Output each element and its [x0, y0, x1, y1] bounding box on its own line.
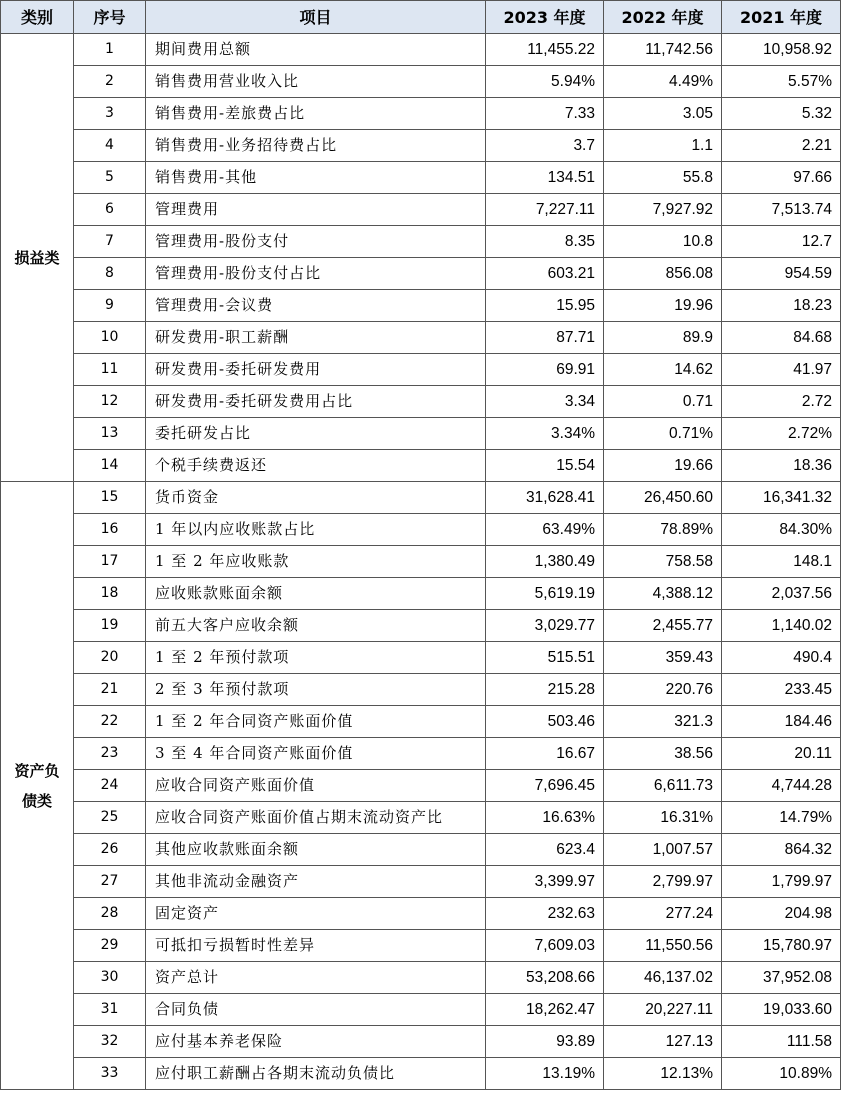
seq-cell: 25 — [74, 802, 146, 834]
seq-cell: 31 — [74, 994, 146, 1026]
table-row — [1, 418, 841, 450]
value-2023-cell: 87.71 — [486, 322, 604, 354]
value-2022-cell: 321.3 — [604, 706, 722, 738]
item-cell: 应付基本养老保险 — [146, 1026, 486, 1058]
item-cell: 1 年以内应收账款占比 — [146, 514, 486, 546]
item-cell: 研发费用-委托研发费用 — [146, 354, 486, 386]
value-2022-cell: 0.71 — [604, 386, 722, 418]
value-2022-cell: 2,799.97 — [604, 866, 722, 898]
category-label: 损益类 — [14, 248, 60, 267]
table-row — [1, 962, 841, 994]
item-cell: 管理费用-会议费 — [146, 290, 486, 322]
table-row — [1, 450, 841, 482]
seq-cell: 11 — [74, 354, 146, 386]
value-2022-cell: 38.56 — [604, 738, 722, 770]
item-cell: 销售费用-差旅费占比 — [146, 98, 486, 130]
value-2023-cell: 232.63 — [486, 898, 604, 930]
value-2023-cell: 15.95 — [486, 290, 604, 322]
value-2022-cell: 758.58 — [604, 546, 722, 578]
value-2021-cell: 84.30% — [722, 514, 841, 546]
value-2022-cell: 46,137.02 — [604, 962, 722, 994]
table-row — [1, 994, 841, 1026]
value-2023-cell: 63.49% — [486, 514, 604, 546]
item-cell: 销售费用-业务招待费占比 — [146, 130, 486, 162]
value-2021-cell: 16,341.32 — [722, 482, 841, 514]
value-2021-cell: 954.59 — [722, 258, 841, 290]
value-2023-cell: 134.51 — [486, 162, 604, 194]
value-2022-cell: 4.49% — [604, 66, 722, 98]
value-2023-cell: 1,380.49 — [486, 546, 604, 578]
seq-cell: 6 — [74, 194, 146, 226]
value-2021-cell: 84.68 — [722, 322, 841, 354]
value-2022-cell: 10.8 — [604, 226, 722, 258]
value-2021-cell: 2.72 — [722, 386, 841, 418]
value-2023-cell: 503.46 — [486, 706, 604, 738]
table-row — [1, 354, 841, 386]
value-2023-cell: 3.7 — [486, 130, 604, 162]
value-2021-cell: 5.57% — [722, 66, 841, 98]
category-cell — [1, 482, 74, 1090]
value-2022-cell: 0.71% — [604, 418, 722, 450]
value-2023-cell: 5,619.19 — [486, 578, 604, 610]
item-cell: 研发费用-委托研发费用占比 — [146, 386, 486, 418]
table-row — [1, 162, 841, 194]
value-2023-cell: 603.21 — [486, 258, 604, 290]
value-2022-cell: 19.66 — [604, 450, 722, 482]
value-2022-cell: 11,742.56 — [604, 34, 722, 66]
value-2022-cell: 1,007.57 — [604, 834, 722, 866]
seq-cell: 15 — [74, 482, 146, 514]
header-category: 类别 — [1, 1, 74, 34]
value-2021-cell: 10.89% — [722, 1058, 841, 1090]
item-cell: 2 至 3 年预付款项 — [146, 674, 486, 706]
value-2021-cell: 4,744.28 — [722, 770, 841, 802]
value-2021-cell: 97.66 — [722, 162, 841, 194]
value-2023-cell: 3.34% — [486, 418, 604, 450]
value-2023-cell: 7.33 — [486, 98, 604, 130]
seq-cell: 28 — [74, 898, 146, 930]
value-2021-cell: 1,140.02 — [722, 610, 841, 642]
value-2023-cell: 215.28 — [486, 674, 604, 706]
table-row — [1, 770, 841, 802]
value-2022-cell: 220.76 — [604, 674, 722, 706]
seq-cell: 32 — [74, 1026, 146, 1058]
table-row — [1, 610, 841, 642]
seq-cell: 16 — [74, 514, 146, 546]
table-row — [1, 194, 841, 226]
value-2021-cell: 15,780.97 — [722, 930, 841, 962]
seq-cell: 27 — [74, 866, 146, 898]
table-row — [1, 834, 841, 866]
header-2022: 2022 年度 — [604, 1, 722, 34]
seq-cell: 17 — [74, 546, 146, 578]
value-2021-cell: 864.32 — [722, 834, 841, 866]
value-2022-cell: 359.43 — [604, 642, 722, 674]
seq-cell: 3 — [74, 98, 146, 130]
value-2023-cell: 16.63% — [486, 802, 604, 834]
item-cell: 管理费用-股份支付占比 — [146, 258, 486, 290]
seq-cell: 9 — [74, 290, 146, 322]
seq-cell: 29 — [74, 930, 146, 962]
item-cell: 1 至 2 年预付款项 — [146, 642, 486, 674]
item-cell: 个税手续费返还 — [146, 450, 486, 482]
seq-cell: 12 — [74, 386, 146, 418]
item-cell: 委托研发占比 — [146, 418, 486, 450]
value-2021-cell: 204.98 — [722, 898, 841, 930]
seq-cell: 22 — [74, 706, 146, 738]
value-2021-cell: 37,952.08 — [722, 962, 841, 994]
table-row — [1, 802, 841, 834]
table-row — [1, 738, 841, 770]
seq-cell: 18 — [74, 578, 146, 610]
seq-cell: 13 — [74, 418, 146, 450]
value-2021-cell: 41.97 — [722, 354, 841, 386]
value-2022-cell: 16.31% — [604, 802, 722, 834]
value-2023-cell: 8.35 — [486, 226, 604, 258]
value-2022-cell: 277.24 — [604, 898, 722, 930]
header-seq: 序号 — [74, 1, 146, 34]
table-row — [1, 258, 841, 290]
value-2022-cell: 856.08 — [604, 258, 722, 290]
table-row — [1, 1026, 841, 1058]
table-row — [1, 290, 841, 322]
value-2023-cell: 515.51 — [486, 642, 604, 674]
seq-cell: 33 — [74, 1058, 146, 1090]
table-row — [1, 578, 841, 610]
table-row — [1, 34, 841, 66]
value-2022-cell: 12.13% — [604, 1058, 722, 1090]
table-row — [1, 66, 841, 98]
value-2023-cell: 11,455.22 — [486, 34, 604, 66]
value-2021-cell: 14.79% — [722, 802, 841, 834]
table-row — [1, 674, 841, 706]
value-2022-cell: 7,927.92 — [604, 194, 722, 226]
value-2023-cell: 13.19% — [486, 1058, 604, 1090]
value-2023-cell: 16.67 — [486, 738, 604, 770]
table-row — [1, 482, 841, 514]
table-row — [1, 930, 841, 962]
category-label: 资产负债类 — [14, 761, 60, 810]
seq-cell: 4 — [74, 130, 146, 162]
value-2021-cell: 490.4 — [722, 642, 841, 674]
item-cell: 3 至 4 年合同资产账面价值 — [146, 738, 486, 770]
table-row — [1, 546, 841, 578]
item-cell: 应收合同资产账面价值 — [146, 770, 486, 802]
seq-cell: 19 — [74, 610, 146, 642]
item-cell: 研发费用-职工薪酬 — [146, 322, 486, 354]
seq-cell: 5 — [74, 162, 146, 194]
item-cell: 销售费用营业收入比 — [146, 66, 486, 98]
seq-cell: 26 — [74, 834, 146, 866]
item-cell: 合同负债 — [146, 994, 486, 1026]
seq-cell: 8 — [74, 258, 146, 290]
value-2021-cell: 18.23 — [722, 290, 841, 322]
value-2022-cell: 4,388.12 — [604, 578, 722, 610]
value-2021-cell: 19,033.60 — [722, 994, 841, 1026]
value-2022-cell: 20,227.11 — [604, 994, 722, 1026]
value-2021-cell: 1,799.97 — [722, 866, 841, 898]
category-cell — [1, 34, 74, 482]
table-row — [1, 514, 841, 546]
seq-cell: 10 — [74, 322, 146, 354]
header-2021: 2021 年度 — [722, 1, 841, 34]
value-2021-cell: 12.7 — [722, 226, 841, 258]
value-2023-cell: 7,609.03 — [486, 930, 604, 962]
value-2023-cell: 69.91 — [486, 354, 604, 386]
item-cell: 可抵扣亏损暂时性差异 — [146, 930, 486, 962]
table-row — [1, 322, 841, 354]
item-cell: 其他非流动金融资产 — [146, 866, 486, 898]
value-2022-cell: 1.1 — [604, 130, 722, 162]
value-2022-cell: 14.62 — [604, 354, 722, 386]
item-cell: 管理费用 — [146, 194, 486, 226]
item-cell: 期间费用总额 — [146, 34, 486, 66]
item-cell: 货币资金 — [146, 482, 486, 514]
value-2023-cell: 15.54 — [486, 450, 604, 482]
seq-cell: 2 — [74, 66, 146, 98]
seq-cell: 24 — [74, 770, 146, 802]
header-2023: 2023 年度 — [486, 1, 604, 34]
value-2022-cell: 11,550.56 — [604, 930, 722, 962]
value-2022-cell: 127.13 — [604, 1026, 722, 1058]
value-2023-cell: 623.4 — [486, 834, 604, 866]
item-cell: 1 至 2 年应收账款 — [146, 546, 486, 578]
value-2023-cell: 31,628.41 — [486, 482, 604, 514]
table-body — [1, 34, 841, 1090]
item-cell: 销售费用-其他 — [146, 162, 486, 194]
seq-cell: 20 — [74, 642, 146, 674]
value-2023-cell: 93.89 — [486, 1026, 604, 1058]
item-cell: 1 至 2 年合同资产账面价值 — [146, 706, 486, 738]
value-2021-cell: 20.11 — [722, 738, 841, 770]
item-cell: 应付职工薪酬占各期末流动负债比 — [146, 1058, 486, 1090]
seq-cell: 21 — [74, 674, 146, 706]
value-2023-cell: 7,227.11 — [486, 194, 604, 226]
table-row — [1, 130, 841, 162]
value-2022-cell: 6,611.73 — [604, 770, 722, 802]
table-row — [1, 386, 841, 418]
table-row — [1, 226, 841, 258]
item-cell: 前五大客户应收余额 — [146, 610, 486, 642]
value-2023-cell: 3,029.77 — [486, 610, 604, 642]
value-2023-cell: 53,208.66 — [486, 962, 604, 994]
value-2023-cell: 18,262.47 — [486, 994, 604, 1026]
value-2023-cell: 3.34 — [486, 386, 604, 418]
table-row — [1, 98, 841, 130]
value-2021-cell: 7,513.74 — [722, 194, 841, 226]
table-row — [1, 1058, 841, 1090]
value-2021-cell: 148.1 — [722, 546, 841, 578]
item-cell: 固定资产 — [146, 898, 486, 930]
table-row — [1, 706, 841, 738]
value-2022-cell: 26,450.60 — [604, 482, 722, 514]
table-header-row — [1, 1, 841, 34]
item-cell: 应收账款账面余额 — [146, 578, 486, 610]
value-2021-cell: 111.58 — [722, 1026, 841, 1058]
value-2022-cell: 19.96 — [604, 290, 722, 322]
value-2022-cell: 2,455.77 — [604, 610, 722, 642]
value-2021-cell: 10,958.92 — [722, 34, 841, 66]
seq-cell: 14 — [74, 450, 146, 482]
table-row — [1, 642, 841, 674]
seq-cell: 7 — [74, 226, 146, 258]
value-2022-cell: 89.9 — [604, 322, 722, 354]
seq-cell: 1 — [74, 34, 146, 66]
item-cell: 应收合同资产账面价值占期末流动资产比 — [146, 802, 486, 834]
value-2021-cell: 2.21 — [722, 130, 841, 162]
table-row — [1, 898, 841, 930]
seq-cell: 30 — [74, 962, 146, 994]
value-2022-cell: 78.89% — [604, 514, 722, 546]
item-cell: 资产总计 — [146, 962, 486, 994]
value-2022-cell: 3.05 — [604, 98, 722, 130]
item-cell: 管理费用-股份支付 — [146, 226, 486, 258]
value-2021-cell: 5.32 — [722, 98, 841, 130]
value-2023-cell: 3,399.97 — [486, 866, 604, 898]
value-2023-cell: 5.94% — [486, 66, 604, 98]
header-item: 项目 — [146, 1, 486, 34]
value-2021-cell: 2,037.56 — [722, 578, 841, 610]
value-2021-cell: 2.72% — [722, 418, 841, 450]
value-2023-cell: 7,696.45 — [486, 770, 604, 802]
value-2021-cell: 18.36 — [722, 450, 841, 482]
item-cell: 其他应收款账面余额 — [146, 834, 486, 866]
value-2021-cell: 184.46 — [722, 706, 841, 738]
value-2022-cell: 55.8 — [604, 162, 722, 194]
table-row — [1, 866, 841, 898]
seq-cell: 23 — [74, 738, 146, 770]
value-2021-cell: 233.45 — [722, 674, 841, 706]
